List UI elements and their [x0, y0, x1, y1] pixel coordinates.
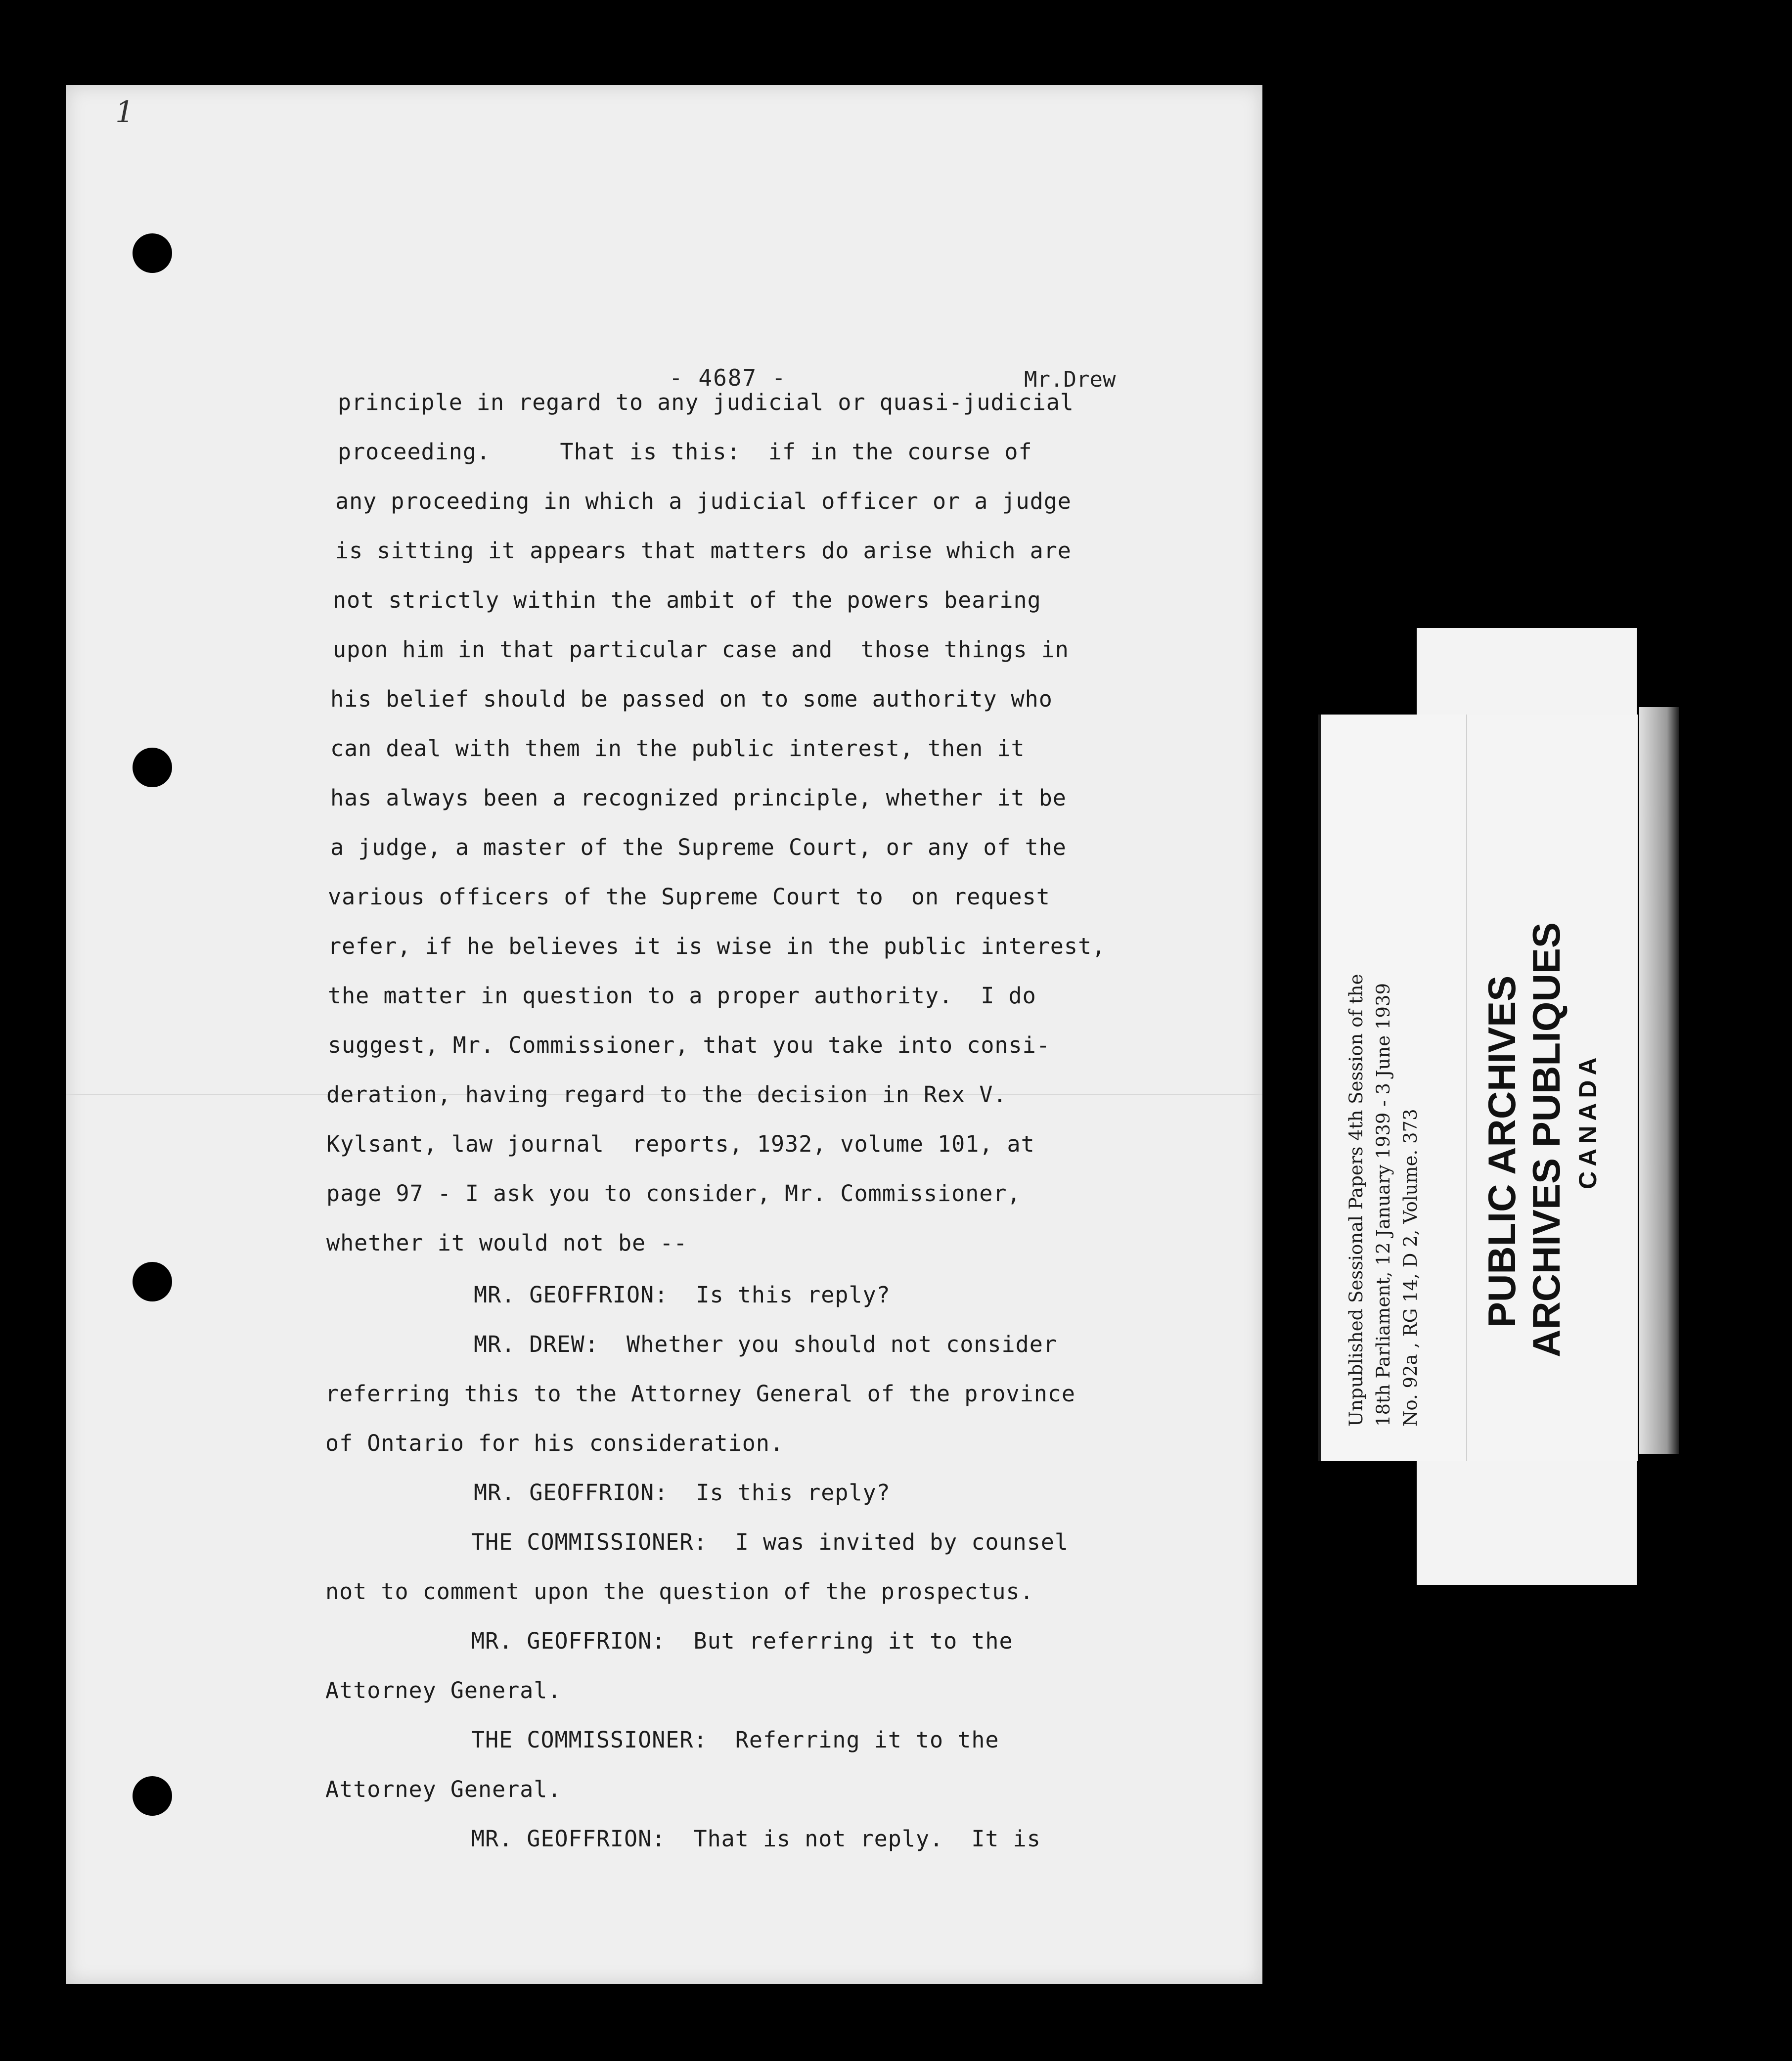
text-line: referring this to the Attorney General of the province [325, 1381, 1075, 1407]
text-line: suggest, Mr. Commissioner, that you take into consi- [328, 1032, 1050, 1058]
text-line: upon him in that particular case and those things in [333, 636, 1069, 663]
text-line: the matter in question to a proper authority. I do [328, 983, 1036, 1009]
text-line: is sitting it appears that matters do arise which are [335, 538, 1072, 564]
stamp-line-3: CANADA [1574, 1052, 1602, 1189]
archive-reference-label [1318, 715, 1469, 1461]
text-line: of Ontario for his consideration. [325, 1430, 784, 1456]
text-line: any proceeding in which a judicial officer or a judge [335, 488, 1072, 514]
label-line-1: Unpublished Sessional Papers 4th Session of the [1345, 974, 1367, 1427]
text-line: proceeding. That is this: if in the course of [338, 439, 1032, 465]
text-line: not strictly within the ambit of the powers bearing [333, 587, 1041, 613]
text-line: MR. GEOFFRION: Is this reply? [474, 1282, 891, 1308]
text-line: principle in regard to any judicial or quasi-judicial [338, 389, 1074, 415]
document-page [66, 85, 1262, 1984]
corner-mark: 1 [115, 95, 134, 130]
text-line: MR. GEOFFRION: But referring it to the [471, 1628, 1013, 1654]
archive-stamp [1466, 715, 1638, 1461]
text-line: deration, having regard to the decision in Rex V. [326, 1081, 1007, 1108]
text-line: his belief should be passed on to some authority who [330, 686, 1053, 712]
text-line: Attorney General. [325, 1776, 562, 1802]
text-line: various officers of the Supreme Court to on request [328, 884, 1050, 910]
punch-hole-3 [133, 1262, 172, 1301]
text-line: page 97 - I ask you to consider, Mr. Commissioner, [326, 1180, 1021, 1207]
stamp-line-1: PUBLIC ARCHIVES [1480, 975, 1523, 1328]
text-line: a judge, a master of the Supreme Court, or any of the [330, 834, 1067, 860]
label-line-3: No. 92a , RG 14, D 2, Volume. 373 [1400, 1109, 1421, 1427]
stamp-line-2: ARCHIVES PUBLIQUES [1524, 922, 1568, 1357]
text-line: THE COMMISSIONER: Referring it to the [471, 1727, 999, 1753]
speaker-header: Mr.Drew [1024, 367, 1116, 392]
text-line: whether it would not be -- [326, 1230, 688, 1256]
archive-tag-edge [1639, 707, 1679, 1454]
punch-hole-2 [133, 748, 172, 787]
punch-hole-4 [133, 1776, 172, 1816]
text-line: can deal with them in the public interest, then it [330, 735, 1025, 762]
text-line: MR. GEOFFRION: That is not reply. It is [471, 1826, 1041, 1852]
punch-hole-1 [133, 233, 172, 273]
text-line: not to comment upon the question of the prospectus. [325, 1578, 1034, 1605]
text-line: THE COMMISSIONER: I was invited by counsel [471, 1529, 1069, 1555]
text-line: refer, if he believes it is wise in the public interest, [328, 933, 1106, 959]
text-line: Attorney General. [325, 1677, 562, 1703]
text-line: has always been a recognized principle, whether it be [330, 785, 1067, 811]
text-line: Kylsant, law journal reports, 1932, volume 101, at [326, 1131, 1035, 1157]
text-line: MR. GEOFFRION: Is this reply? [474, 1479, 891, 1506]
label-line-2: 18th Parliament, 12 January 1939 - 3 June 1939 [1373, 983, 1394, 1427]
text-line: MR. DREW: Whether you should not consider [474, 1331, 1057, 1357]
page-number: - 4687 - [669, 364, 787, 391]
